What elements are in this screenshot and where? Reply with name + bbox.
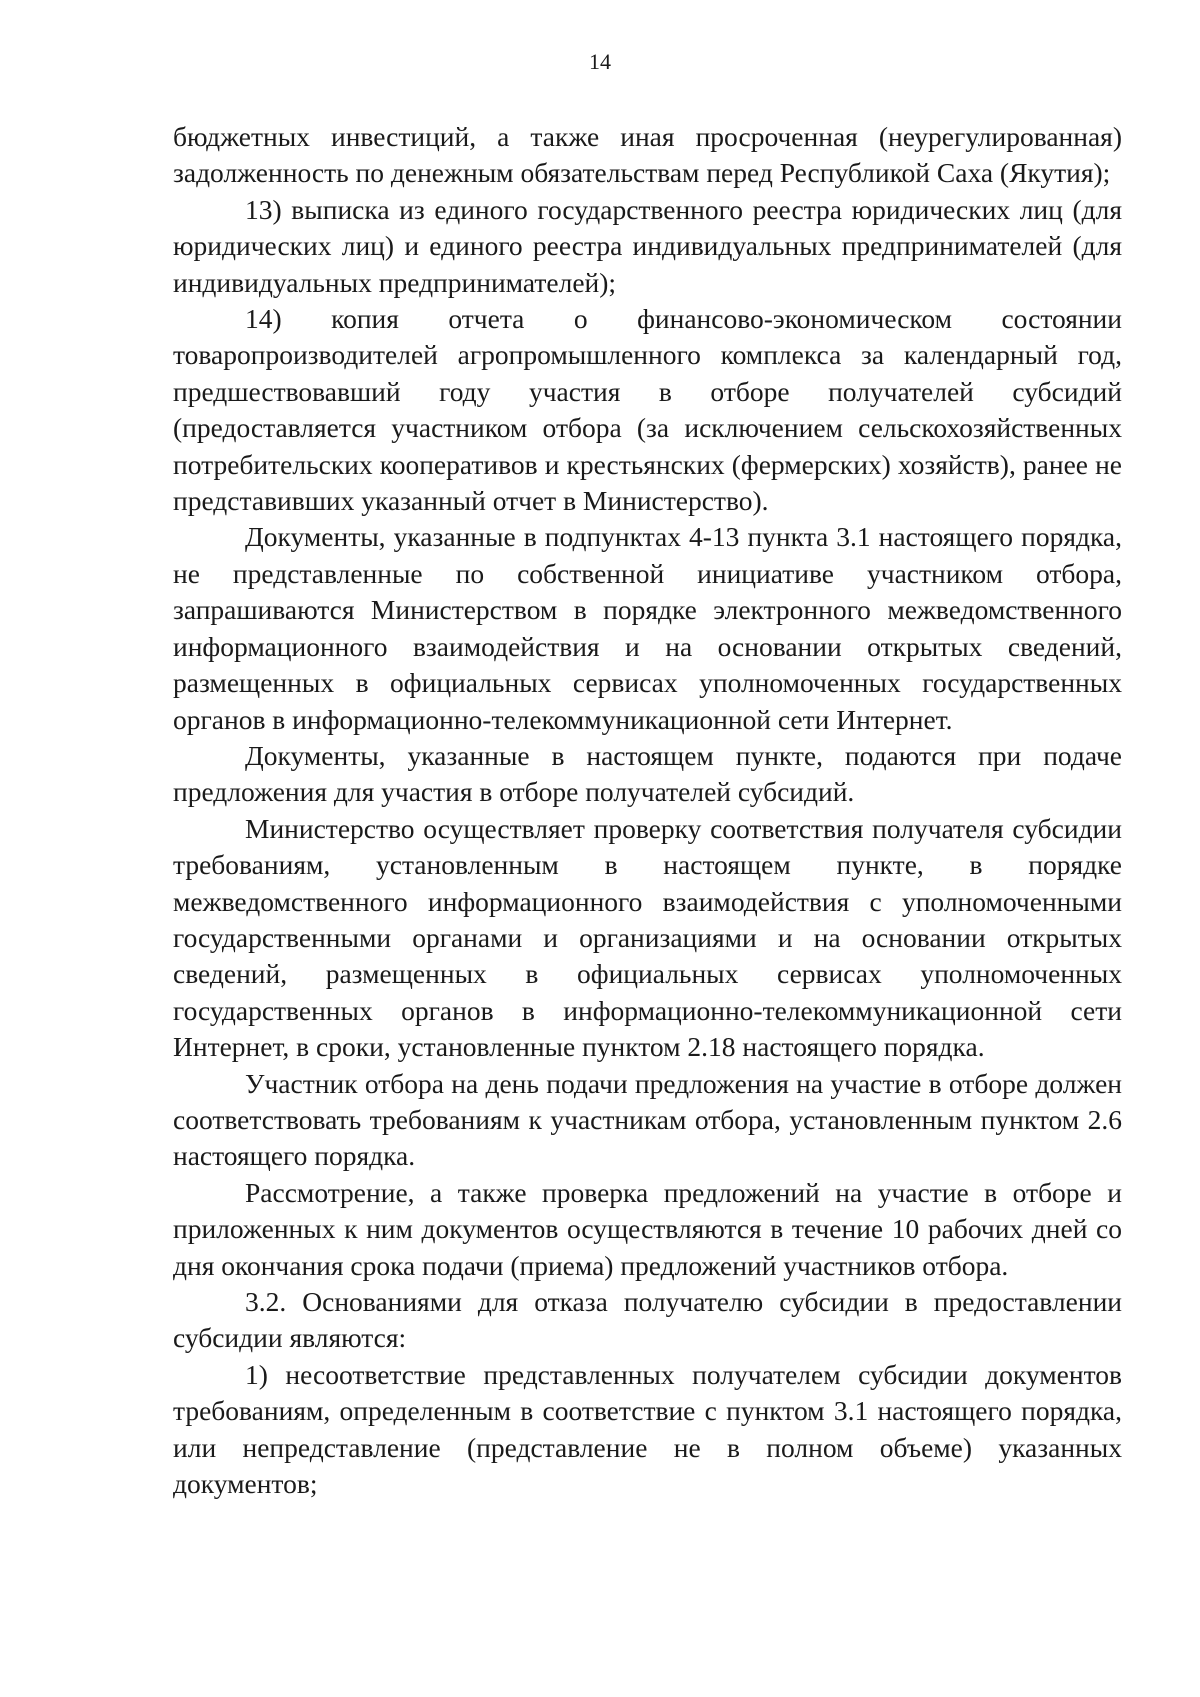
paragraph-documents-submitted: Документы, указанные в настоящем пункте, подаются при подаче предложения для участия в отборе получателей субсидий. — [173, 739, 1122, 808]
paragraph-documents-requested: Документы, указанные в подпунктах 4-13 пункта 3.1 настоящего порядка, не представленные по собственной инициативе участником отбора, запрашиваются Министерством в порядке электронного межведомственного информационного взаимодействия и на основании открытых сведений, размещенных в официальных сервисах уполномоченных государственных органов в информационно-телекоммуникационной сети Интернет. — [173, 521, 1122, 735]
paragraph-participant-requirements: Участник отбора на день подачи предложения на участие в отборе должен соответствовать требованиям к участникам отбора, установленным пунктом 2.6 настоящего порядка. — [173, 1067, 1122, 1172]
paragraph-ministry-verification: Министерство осуществляет проверку соответствия получателя субсидии требованиям, установленным в настоящем пункте, в порядке межведомственного информационного взаимодействия с уполномоченными государственными органами и организациями и на основании открытых сведений, размещенных в официальных сервисах уполномоченных государственных органов в информационно-телекоммуникационной сети Интернет, в сроки, установленные пунктом 2.18 настоящего порядка. — [173, 812, 1122, 1063]
page-number: 14 — [589, 49, 611, 74]
paragraph-continuation: бюджетных инвестиций, а также иная просроченная (неурегулированная) задолженность по денежным обязательствам перед Республикой Саха (Якутия); — [173, 121, 1122, 189]
paragraph-item-13: 13) выписка из единого государственного реестра юридических лиц (для юридических лиц) и единого реестра индивидуальных предпринимателей (для индивидуальных предпринимателей); — [173, 193, 1122, 298]
paragraph-section-3-2: 3.2. Основаниями для отказа получателю субсидии в предоставлении субсидии являются: — [173, 1286, 1122, 1354]
paragraph-refusal-ground-1: 1) несоответствие представленных получателем субсидии документов требованиям, определенным в соответствие с пунктом 3.1 настоящего порядка, или непредставление (представление не в полном объеме) указанных документов; — [173, 1358, 1122, 1500]
document-body — [173, 119, 1122, 1502]
paragraph-item-14: 14) копия отчета о финансово-экономическом состоянии товаропроизводителей агропромышленного комплекса за календарный год, предшествовавший году участия в отборе получателей субсидий (предоставляется участником отбора (за исключением сельскохозяйственных потребительских кооперативов и крестьянских (фермерских) хозяйств), ранее не представивших указанный отчет в Министерство). — [173, 303, 1122, 517]
paragraph-review-period: Рассмотрение, а также проверка предложений на участие в отборе и приложенных к ним документов осуществляются в течение 10 рабочих дней со дня окончания срока подачи (приема) предложений участников отбора. — [173, 1176, 1122, 1281]
